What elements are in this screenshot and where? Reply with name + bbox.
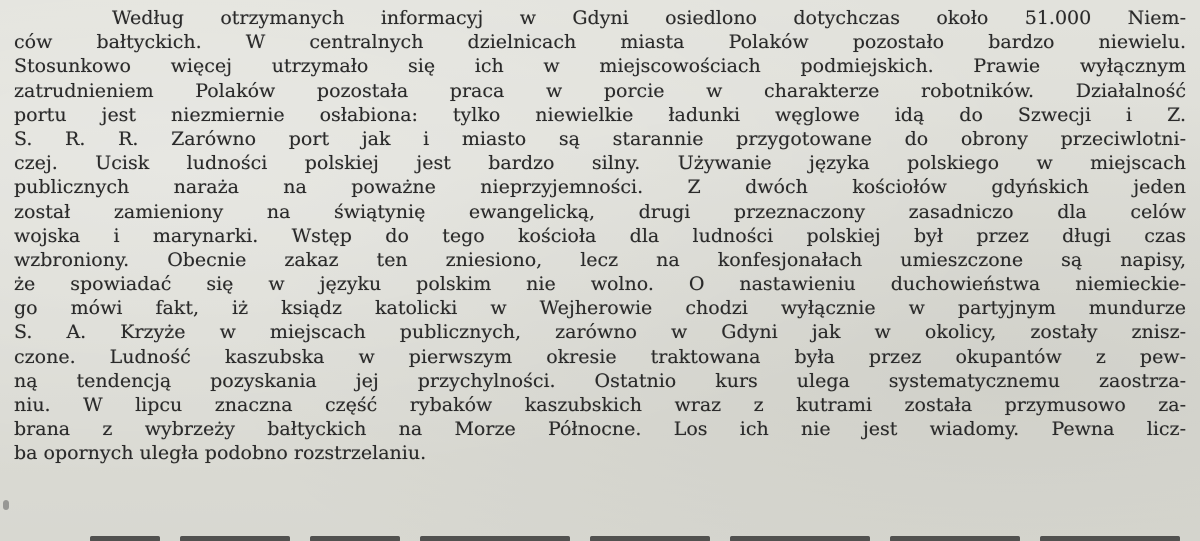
article-text xyxy=(14,6,1186,466)
ink-fragment xyxy=(1040,536,1180,541)
ink-fragment xyxy=(890,536,1020,541)
text-line: zatrudnieniem Polaków pozostała praca w porcie w charakterze robotników. Działalność xyxy=(14,79,1186,102)
text-line: publicznych naraża na poważne nieprzyjemności. Z dwóch kościołów gdyńskich jeden xyxy=(14,176,1186,199)
text-line: ną tendencją pozyskania jej przychylności. Ostatnio kurs ulega systematycznemu zaostrza- xyxy=(14,369,1186,392)
ink-fragment xyxy=(180,536,290,541)
text-line: Stosunkowo więcej utrzymało się ich w miejscowościach podmiejskich. Prawie wyłącznym xyxy=(14,55,1186,78)
margin-smudge xyxy=(3,500,9,510)
ink-fragment xyxy=(730,536,870,541)
text-line: Według otrzymanych informacyj w Gdyni osiedlono dotychczas około 51.000 Niem- xyxy=(112,7,1186,29)
text-line: ców bałtyckich. W centralnych dzielnicach miasta Polaków pozostało bardzo niewielu. xyxy=(14,31,1186,54)
ink-fragment xyxy=(420,536,570,541)
text-line: wojska i marynarki. Wstęp do tego kościoła dla ludności polskiej był przez długi czas xyxy=(14,224,1186,247)
text-line: go mówi fakt, iż ksiądz katolicki w Wejherowie chodzi wyłącznie w partyjnym mundurze xyxy=(14,297,1186,320)
ink-fragment xyxy=(310,536,400,541)
cut-off-text-line xyxy=(30,528,1190,541)
text-line: S. A. Krzyże w miejscach publicznych, zarówno w Gdyni jak w okolicy, zostały znisz- xyxy=(14,321,1186,344)
text-line: ba opornych uległa podobno rozstrzelaniu. xyxy=(14,442,427,465)
ink-fragment xyxy=(590,536,710,541)
text-line: niu. W lipcu znaczna część rybaków kaszubskich wraz z kutrami została przymusowo za- xyxy=(14,394,1186,416)
text-line: portu jest niezmiernie osłabiona: tylko niewielkie ładunki węglowe idą do Szwecji i Z. xyxy=(14,103,1186,126)
text-line: S. R. R. Zarówno port jak i miasto są starannie przygotowane do obrony przeciwlotni- xyxy=(14,127,1186,150)
text-line: brana z wybrzeży bałtyckich na Morze Północne. Los ich nie jest wiadomy. Pewna licz- xyxy=(14,418,1186,441)
text-line: wzbroniony. Obecnie zakaz ten zniesiono, lecz na konfesjonałach umieszczone są napisy, xyxy=(14,248,1186,271)
ink-fragment xyxy=(90,536,160,541)
text-line: czej. Ucisk ludności polskiej jest bardzo silny. Używanie języka polskiego w miejscach xyxy=(14,152,1186,175)
text-line: że spowiadać się w języku polskim nie wolno. O nastawieniu duchowieństwa niemieckie- xyxy=(14,273,1186,296)
text-line: czone. Ludność kaszubska w pierwszym okresie traktowana była przez okupantów z pew- xyxy=(14,345,1186,368)
text-line: został zamieniony na świątynię ewangelicką, drugi przeznaczony zasadniczo dla celów xyxy=(14,200,1186,223)
